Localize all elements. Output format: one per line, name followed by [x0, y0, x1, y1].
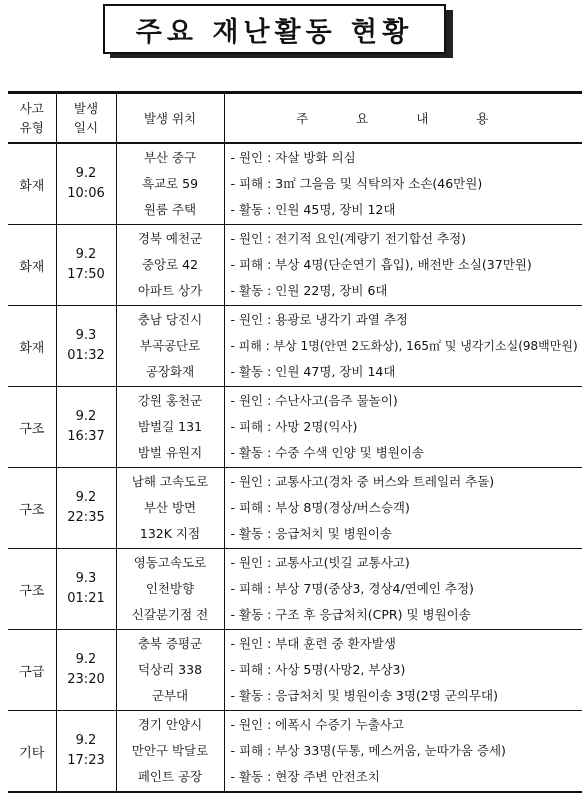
location-line: 부산 중구 — [143, 150, 197, 165]
location-line: 밤벌 유원지 — [137, 445, 203, 460]
table-row — [8, 143, 582, 225]
title-area — [0, 0, 585, 64]
time-text: 17:23 — [67, 753, 105, 768]
incident-type-cell: 구조 — [8, 387, 56, 468]
datetime-cell — [56, 630, 116, 711]
date-text: 9.3 — [75, 571, 97, 586]
datetime-cell — [56, 711, 116, 793]
detail-line: - 원인 : 교통사고(빗길 교통사고) — [230, 555, 410, 570]
table-row — [8, 225, 582, 306]
detail-line: - 피해 : 사상 5명(사망2, 부상3) — [230, 662, 406, 677]
details-cell — [224, 549, 582, 630]
detail-line: - 피해 : 부상 4명(단순연기 흡입), 배전반 소실(37만원) — [230, 257, 532, 272]
location-cell — [116, 711, 224, 793]
details-cell — [224, 711, 582, 793]
detail-line: - 피해 : 사망 2명(익사) — [230, 419, 358, 434]
detail-line: - 원인 : 수난사고(음주 물놀이) — [230, 393, 398, 408]
table-row — [8, 549, 582, 630]
location-line: 페인트 공장 — [137, 769, 203, 784]
location-line: 덕상리 338 — [137, 662, 203, 677]
location-line: 남해 고속도로 — [131, 474, 209, 489]
header-location: 발생 위치 — [116, 93, 224, 144]
time-text: 17:50 — [67, 267, 105, 282]
detail-line: - 원인 : 교통사고(경차 중 버스와 트레일러 추돌) — [230, 474, 495, 489]
location-cell — [116, 306, 224, 387]
datetime-cell — [56, 468, 116, 549]
incident-type-cell: 구조 — [8, 468, 56, 549]
table-row — [8, 387, 582, 468]
incident-type-cell: 화재 — [8, 143, 56, 225]
location-line: 아파트 상가 — [137, 283, 203, 298]
table-row — [8, 630, 582, 711]
incident-type-cell: 기타 — [8, 711, 56, 793]
details-cell — [224, 630, 582, 711]
location-cell — [116, 387, 224, 468]
details-cell — [224, 468, 582, 549]
date-text: 9.2 — [75, 409, 97, 424]
detail-line: - 원인 : 전기적 요인(계량기 전기합선 추정) — [230, 231, 467, 246]
page-title: 주요 재난활동 현황 — [103, 4, 446, 54]
detail-line: - 활동 : 인원 45명, 장비 12대 — [230, 202, 396, 217]
detail-line: - 활동 : 인원 47명, 장비 14대 — [230, 364, 396, 379]
location-line: 경기 안양시 — [137, 717, 203, 732]
time-text: 01:21 — [67, 591, 105, 606]
location-line: 밤벌길 131 — [137, 419, 203, 434]
location-line: 경북 예천군 — [137, 231, 203, 246]
location-line: 원룸 주택 — [143, 202, 197, 217]
location-cell — [116, 225, 224, 306]
incident-type-cell: 화재 — [8, 306, 56, 387]
table-row — [8, 306, 582, 387]
detail-line: - 원인 : 용광로 냉각기 과열 추정 — [230, 312, 408, 327]
date-text: 9.3 — [75, 328, 97, 343]
table-row — [8, 711, 582, 793]
date-text: 9.2 — [75, 652, 97, 667]
location-line: 충북 증평군 — [137, 636, 203, 651]
location-line: 군부대 — [151, 688, 189, 703]
location-cell — [116, 630, 224, 711]
detail-line: - 피해 : 부상 1명(안면 2도화상), 165㎡ 및 냉각기소실(98백만원) — [230, 339, 578, 353]
detail-line: - 피해 : 3㎡ 그을음 및 식탁의자 소손(46만원) — [230, 176, 483, 191]
datetime-cell — [56, 306, 116, 387]
time-text: 22:35 — [67, 510, 105, 525]
incident-type-cell: 화재 — [8, 225, 56, 306]
location-line: 부산 방면 — [143, 500, 197, 515]
details-cell — [224, 225, 582, 306]
location-line: 영동고속도로 — [133, 555, 207, 570]
header-details: 주 요 내 용 — [224, 93, 582, 144]
location-line: 132K 지점 — [139, 526, 201, 541]
time-text: 10:06 — [67, 186, 105, 201]
location-line: 충남 당진시 — [137, 312, 203, 327]
location-line: 강원 홍천군 — [137, 393, 203, 408]
details-cell — [224, 306, 582, 387]
detail-line: - 원인 : 자살 방화 의심 — [230, 150, 356, 165]
detail-line: - 활동 : 수중 수색 인양 및 병원이송 — [230, 445, 425, 460]
incident-type-cell: 구급 — [8, 630, 56, 711]
detail-line: - 원인 : 에폭시 수증기 누출사고 — [230, 717, 404, 732]
location-cell — [116, 549, 224, 630]
detail-line: - 활동 : 인원 22명, 장비 6대 — [230, 283, 388, 298]
location-line: 만안구 박달로 — [131, 743, 209, 758]
location-line: 중앙로 42 — [141, 257, 199, 272]
header-datetime: 발생 일시 — [56, 93, 116, 144]
date-text: 9.2 — [75, 733, 97, 748]
date-text: 9.2 — [75, 166, 97, 181]
detail-line: - 활동 : 응급처치 및 병원이송 — [230, 526, 392, 541]
time-text: 16:37 — [67, 429, 105, 444]
disaster-activity-table — [8, 91, 582, 793]
date-text: 9.2 — [75, 490, 97, 505]
details-cell — [224, 143, 582, 225]
datetime-cell — [56, 387, 116, 468]
location-line: 부곡공단로 — [139, 338, 201, 353]
detail-line: - 활동 : 현장 주변 안전조치 — [230, 769, 380, 784]
location-line: 흑교로 59 — [141, 176, 199, 191]
datetime-cell — [56, 549, 116, 630]
date-text: 9.2 — [75, 247, 97, 262]
datetime-cell — [56, 225, 116, 306]
detail-line: - 피해 : 부상 33명(두통, 메스꺼움, 눈따가움 증세) — [230, 743, 506, 758]
detail-line: - 활동 : 응급처치 및 병원이송 3명(2명 군의무대) — [230, 688, 498, 703]
details-cell — [224, 387, 582, 468]
location-line: 공장화재 — [145, 364, 195, 379]
table-header-row — [8, 93, 582, 144]
location-cell — [116, 143, 224, 225]
header-type: 사고 유형 — [8, 93, 56, 144]
location-cell — [116, 468, 224, 549]
location-line: 인천방향 — [145, 581, 195, 596]
datetime-cell — [56, 143, 116, 225]
detail-line: - 원인 : 부대 훈련 중 환자발생 — [230, 636, 396, 651]
incident-type-cell: 구조 — [8, 549, 56, 630]
table-row — [8, 468, 582, 549]
detail-line: - 피해 : 부상 7명(중상3, 경상4/연예인 추정) — [230, 581, 474, 596]
location-line: 신갈분기점 전 — [131, 607, 209, 622]
detail-line: - 피해 : 부상 8명(경상/버스승객) — [230, 500, 410, 515]
detail-line: - 활동 : 구조 후 응급처치(CPR) 및 병원이송 — [230, 607, 471, 622]
time-text: 23:20 — [67, 672, 105, 687]
time-text: 01:32 — [67, 348, 105, 363]
